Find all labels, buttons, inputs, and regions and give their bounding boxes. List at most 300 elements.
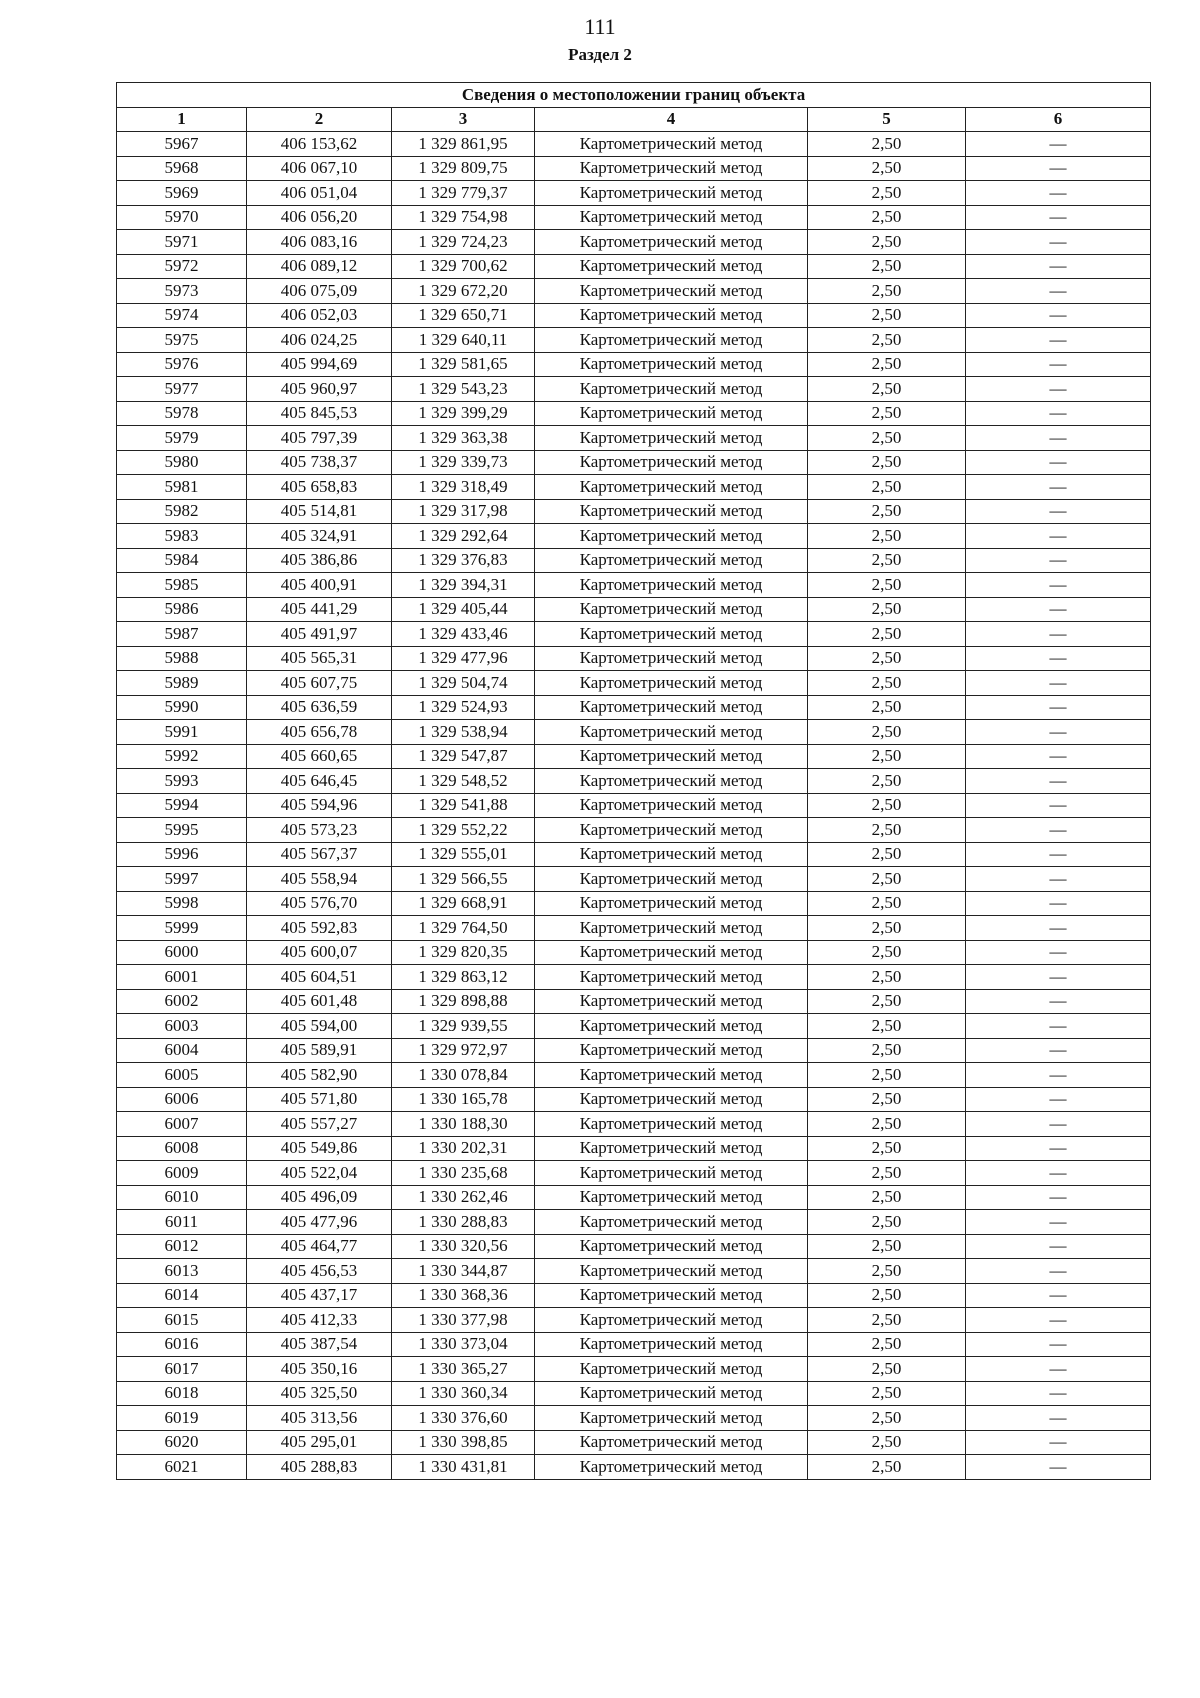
table-row [117, 720, 1151, 745]
y-coordinate-cell: 1 330 165,78 [392, 1087, 535, 1112]
y-coordinate-cell: 1 329 547,87 [392, 744, 535, 769]
description-cell: — [966, 1455, 1151, 1480]
table-row [117, 254, 1151, 279]
x-coordinate-cell: 405 441,29 [247, 597, 392, 622]
y-coordinate-cell: 1 329 566,55 [392, 867, 535, 892]
table-row [117, 989, 1151, 1014]
accuracy-cell: 2,50 [808, 401, 966, 426]
x-coordinate-cell: 405 557,27 [247, 1112, 392, 1137]
method-cell: Картометрический метод [535, 965, 808, 990]
accuracy-cell: 2,50 [808, 646, 966, 671]
point-number-cell: 5980 [117, 450, 247, 475]
method-cell: Картометрический метод [535, 1283, 808, 1308]
method-cell: Картометрический метод [535, 475, 808, 500]
table-row [117, 646, 1151, 671]
accuracy-cell: 2,50 [808, 695, 966, 720]
point-number-cell: 6007 [117, 1112, 247, 1137]
x-coordinate-cell: 406 089,12 [247, 254, 392, 279]
table-row [117, 1063, 1151, 1088]
x-coordinate-cell: 406 067,10 [247, 156, 392, 181]
y-coordinate-cell: 1 329 524,93 [392, 695, 535, 720]
description-cell: — [966, 793, 1151, 818]
accuracy-cell: 2,50 [808, 622, 966, 647]
accuracy-cell: 2,50 [808, 842, 966, 867]
point-number-cell: 5996 [117, 842, 247, 867]
description-cell: — [966, 720, 1151, 745]
description-cell: — [966, 401, 1151, 426]
accuracy-cell: 2,50 [808, 1087, 966, 1112]
method-cell: Картометрический метод [535, 597, 808, 622]
accuracy-cell: 2,50 [808, 1063, 966, 1088]
y-coordinate-cell: 1 329 477,96 [392, 646, 535, 671]
x-coordinate-cell: 405 412,33 [247, 1308, 392, 1333]
y-coordinate-cell: 1 329 394,31 [392, 573, 535, 598]
column-number-header: 5 [808, 107, 966, 132]
x-coordinate-cell: 406 052,03 [247, 303, 392, 328]
point-number-cell: 5974 [117, 303, 247, 328]
point-number-cell: 5978 [117, 401, 247, 426]
accuracy-cell: 2,50 [808, 1136, 966, 1161]
method-cell: Картометрический метод [535, 867, 808, 892]
x-coordinate-cell: 405 350,16 [247, 1357, 392, 1382]
table-row [117, 132, 1151, 157]
method-cell: Картометрический метод [535, 279, 808, 304]
accuracy-cell: 2,50 [808, 1259, 966, 1284]
y-coordinate-cell: 1 329 548,52 [392, 769, 535, 794]
accuracy-cell: 2,50 [808, 1357, 966, 1382]
table-row [117, 573, 1151, 598]
description-cell: — [966, 1087, 1151, 1112]
accuracy-cell: 2,50 [808, 1332, 966, 1357]
description-cell: — [966, 1357, 1151, 1382]
x-coordinate-cell: 405 656,78 [247, 720, 392, 745]
table-row [117, 205, 1151, 230]
description-cell: — [966, 377, 1151, 402]
table-row [117, 475, 1151, 500]
x-coordinate-cell: 406 083,16 [247, 230, 392, 255]
description-cell: — [966, 1332, 1151, 1357]
method-cell: Картометрический метод [535, 426, 808, 451]
method-cell: Картометрический метод [535, 916, 808, 941]
y-coordinate-cell: 1 330 431,81 [392, 1455, 535, 1480]
table-row [117, 622, 1151, 647]
x-coordinate-cell: 406 056,20 [247, 205, 392, 230]
x-coordinate-cell: 405 522,04 [247, 1161, 392, 1186]
description-cell: — [966, 475, 1151, 500]
point-number-cell: 6003 [117, 1014, 247, 1039]
y-coordinate-cell: 1 329 972,97 [392, 1038, 535, 1063]
description-cell: — [966, 1161, 1151, 1186]
table-row [117, 867, 1151, 892]
accuracy-cell: 2,50 [808, 132, 966, 157]
column-number-header: 2 [247, 107, 392, 132]
method-cell: Картометрический метод [535, 254, 808, 279]
y-coordinate-cell: 1 329 538,94 [392, 720, 535, 745]
table-body [117, 132, 1151, 1480]
point-number-cell: 6017 [117, 1357, 247, 1382]
description-cell: — [966, 1283, 1151, 1308]
description-cell: — [966, 1014, 1151, 1039]
method-cell: Картометрический метод [535, 1455, 808, 1480]
x-coordinate-cell: 405 558,94 [247, 867, 392, 892]
y-coordinate-cell: 1 330 202,31 [392, 1136, 535, 1161]
table-row [117, 916, 1151, 941]
table-row [117, 1112, 1151, 1137]
table-row [117, 303, 1151, 328]
table-row [117, 1357, 1151, 1382]
accuracy-cell: 2,50 [808, 1038, 966, 1063]
point-number-cell: 5969 [117, 181, 247, 206]
x-coordinate-cell: 405 549,86 [247, 1136, 392, 1161]
x-coordinate-cell: 405 313,56 [247, 1406, 392, 1431]
description-cell: — [966, 205, 1151, 230]
point-number-cell: 6002 [117, 989, 247, 1014]
x-coordinate-cell: 405 600,07 [247, 940, 392, 965]
x-coordinate-cell: 405 604,51 [247, 965, 392, 990]
table-row [117, 1381, 1151, 1406]
description-cell: — [966, 1112, 1151, 1137]
method-cell: Картометрический метод [535, 1357, 808, 1382]
y-coordinate-cell: 1 329 317,98 [392, 499, 535, 524]
accuracy-cell: 2,50 [808, 769, 966, 794]
accuracy-cell: 2,50 [808, 818, 966, 843]
method-cell: Картометрический метод [535, 1136, 808, 1161]
method-cell: Картометрический метод [535, 450, 808, 475]
accuracy-cell: 2,50 [808, 720, 966, 745]
accuracy-cell: 2,50 [808, 524, 966, 549]
description-cell: — [966, 671, 1151, 696]
accuracy-cell: 2,50 [808, 1112, 966, 1137]
table-row [117, 818, 1151, 843]
table-row [117, 401, 1151, 426]
y-coordinate-cell: 1 329 405,44 [392, 597, 535, 622]
point-number-cell: 5999 [117, 916, 247, 941]
point-number-cell: 5971 [117, 230, 247, 255]
description-cell: — [966, 867, 1151, 892]
accuracy-cell: 2,50 [808, 450, 966, 475]
method-cell: Картометрический метод [535, 328, 808, 353]
point-number-cell: 5973 [117, 279, 247, 304]
x-coordinate-cell: 405 295,01 [247, 1430, 392, 1455]
accuracy-cell: 2,50 [808, 891, 966, 916]
y-coordinate-cell: 1 329 376,83 [392, 548, 535, 573]
accuracy-cell: 2,50 [808, 1185, 966, 1210]
point-number-cell: 6011 [117, 1210, 247, 1235]
x-coordinate-cell: 405 386,86 [247, 548, 392, 573]
accuracy-cell: 2,50 [808, 1161, 966, 1186]
x-coordinate-cell: 405 589,91 [247, 1038, 392, 1063]
method-cell: Картометрический метод [535, 573, 808, 598]
x-coordinate-cell: 405 594,00 [247, 1014, 392, 1039]
x-coordinate-cell: 405 738,37 [247, 450, 392, 475]
method-cell: Картометрический метод [535, 646, 808, 671]
description-cell: — [966, 573, 1151, 598]
accuracy-cell: 2,50 [808, 328, 966, 353]
x-coordinate-cell: 405 325,50 [247, 1381, 392, 1406]
point-number-cell: 6000 [117, 940, 247, 965]
table-row [117, 1136, 1151, 1161]
table-row [117, 1038, 1151, 1063]
table-row [117, 1332, 1151, 1357]
description-cell: — [966, 352, 1151, 377]
table-row [117, 1283, 1151, 1308]
accuracy-cell: 2,50 [808, 254, 966, 279]
page-number: 111 [584, 14, 616, 39]
y-coordinate-cell: 1 330 235,68 [392, 1161, 535, 1186]
description-cell: — [966, 132, 1151, 157]
accuracy-cell: 2,50 [808, 744, 966, 769]
y-coordinate-cell: 1 329 672,20 [392, 279, 535, 304]
method-cell: Картометрический метод [535, 1063, 808, 1088]
table-row [117, 352, 1151, 377]
description-cell: — [966, 965, 1151, 990]
point-number-cell: 6005 [117, 1063, 247, 1088]
description-cell: — [966, 646, 1151, 671]
description-cell: — [966, 1381, 1151, 1406]
table-caption-row [117, 83, 1151, 108]
x-coordinate-cell: 405 324,91 [247, 524, 392, 549]
table-row [117, 499, 1151, 524]
x-coordinate-cell: 405 646,45 [247, 769, 392, 794]
method-cell: Картометрический метод [535, 524, 808, 549]
x-coordinate-cell: 405 567,37 [247, 842, 392, 867]
y-coordinate-cell: 1 329 640,11 [392, 328, 535, 353]
description-cell: — [966, 548, 1151, 573]
x-coordinate-cell: 405 845,53 [247, 401, 392, 426]
x-coordinate-cell: 405 797,39 [247, 426, 392, 451]
point-number-cell: 5986 [117, 597, 247, 622]
accuracy-cell: 2,50 [808, 548, 966, 573]
y-coordinate-cell: 1 329 339,73 [392, 450, 535, 475]
description-cell: — [966, 156, 1151, 181]
accuracy-cell: 2,50 [808, 303, 966, 328]
description-cell: — [966, 622, 1151, 647]
y-coordinate-cell: 1 330 398,85 [392, 1430, 535, 1455]
point-number-cell: 6008 [117, 1136, 247, 1161]
y-coordinate-cell: 1 329 863,12 [392, 965, 535, 990]
boundary-coordinates-table [116, 82, 1151, 1480]
method-cell: Картометрический метод [535, 156, 808, 181]
method-cell: Картометрический метод [535, 499, 808, 524]
x-coordinate-cell: 405 582,90 [247, 1063, 392, 1088]
y-coordinate-cell: 1 329 541,88 [392, 793, 535, 818]
method-cell: Картометрический метод [535, 1014, 808, 1039]
point-number-cell: 5975 [117, 328, 247, 353]
table-row [117, 230, 1151, 255]
table-row [117, 769, 1151, 794]
x-coordinate-cell: 405 592,83 [247, 916, 392, 941]
method-cell: Картометрический метод [535, 989, 808, 1014]
point-number-cell: 5994 [117, 793, 247, 818]
method-cell: Картометрический метод [535, 1234, 808, 1259]
point-number-cell: 6010 [117, 1185, 247, 1210]
description-cell: — [966, 842, 1151, 867]
method-cell: Картометрический метод [535, 181, 808, 206]
point-number-cell: 5989 [117, 671, 247, 696]
point-number-cell: 5976 [117, 352, 247, 377]
accuracy-cell: 2,50 [808, 1455, 966, 1480]
x-coordinate-cell: 405 636,59 [247, 695, 392, 720]
accuracy-cell: 2,50 [808, 1210, 966, 1235]
point-number-cell: 5983 [117, 524, 247, 549]
description-cell: — [966, 1406, 1151, 1431]
accuracy-cell: 2,50 [808, 867, 966, 892]
table-row [117, 597, 1151, 622]
x-coordinate-cell: 405 437,17 [247, 1283, 392, 1308]
table-row [117, 450, 1151, 475]
point-number-cell: 6018 [117, 1381, 247, 1406]
method-cell: Картометрический метод [535, 940, 808, 965]
description-cell: — [966, 1308, 1151, 1333]
y-coordinate-cell: 1 329 779,37 [392, 181, 535, 206]
description-cell: — [966, 940, 1151, 965]
method-cell: Картометрический метод [535, 401, 808, 426]
method-cell: Картометрический метод [535, 622, 808, 647]
accuracy-cell: 2,50 [808, 352, 966, 377]
x-coordinate-cell: 405 491,97 [247, 622, 392, 647]
description-cell: — [966, 769, 1151, 794]
description-cell: — [966, 1234, 1151, 1259]
y-coordinate-cell: 1 329 724,23 [392, 230, 535, 255]
x-coordinate-cell: 405 660,65 [247, 744, 392, 769]
description-cell: — [966, 181, 1151, 206]
table-row [117, 1259, 1151, 1284]
point-number-cell: 5985 [117, 573, 247, 598]
accuracy-cell: 2,50 [808, 793, 966, 818]
table-row [117, 1430, 1151, 1455]
description-cell: — [966, 1259, 1151, 1284]
method-cell: Картометрический метод [535, 377, 808, 402]
description-cell: — [966, 695, 1151, 720]
y-coordinate-cell: 1 330 288,83 [392, 1210, 535, 1235]
accuracy-cell: 2,50 [808, 279, 966, 304]
table-row [117, 279, 1151, 304]
table-row [117, 156, 1151, 181]
y-coordinate-cell: 1 330 365,27 [392, 1357, 535, 1382]
y-coordinate-cell: 1 330 377,98 [392, 1308, 535, 1333]
y-coordinate-cell: 1 329 700,62 [392, 254, 535, 279]
method-cell: Картометрический метод [535, 1259, 808, 1284]
method-cell: Картометрический метод [535, 1430, 808, 1455]
y-coordinate-cell: 1 330 262,46 [392, 1185, 535, 1210]
point-number-cell: 6021 [117, 1455, 247, 1480]
table-row [117, 744, 1151, 769]
description-cell: — [966, 524, 1151, 549]
y-coordinate-cell: 1 329 898,88 [392, 989, 535, 1014]
table-row [117, 1308, 1151, 1333]
y-coordinate-cell: 1 329 581,65 [392, 352, 535, 377]
point-number-cell: 5979 [117, 426, 247, 451]
y-coordinate-cell: 1 330 188,30 [392, 1112, 535, 1137]
method-cell: Картометрический метод [535, 818, 808, 843]
x-coordinate-cell: 405 594,96 [247, 793, 392, 818]
point-number-cell: 6012 [117, 1234, 247, 1259]
accuracy-cell: 2,50 [808, 573, 966, 598]
point-number-cell: 6014 [117, 1283, 247, 1308]
x-coordinate-cell: 405 288,83 [247, 1455, 392, 1480]
point-number-cell: 6004 [117, 1038, 247, 1063]
y-coordinate-cell: 1 329 555,01 [392, 842, 535, 867]
table-row [117, 426, 1151, 451]
method-cell: Картометрический метод [535, 1087, 808, 1112]
table-row [117, 1161, 1151, 1186]
y-coordinate-cell: 1 329 650,71 [392, 303, 535, 328]
table-row [117, 891, 1151, 916]
column-number-header: 4 [535, 107, 808, 132]
y-coordinate-cell: 1 330 320,56 [392, 1234, 535, 1259]
description-cell: — [966, 230, 1151, 255]
column-number-header: 3 [392, 107, 535, 132]
x-coordinate-cell: 405 565,31 [247, 646, 392, 671]
table-row [117, 1185, 1151, 1210]
description-cell: — [966, 303, 1151, 328]
method-cell: Картометрический метод [535, 303, 808, 328]
table-row [117, 524, 1151, 549]
point-number-cell: 5981 [117, 475, 247, 500]
y-coordinate-cell: 1 329 754,98 [392, 205, 535, 230]
y-coordinate-cell: 1 329 668,91 [392, 891, 535, 916]
method-cell: Картометрический метод [535, 744, 808, 769]
method-cell: Картометрический метод [535, 1381, 808, 1406]
y-coordinate-cell: 1 329 363,38 [392, 426, 535, 451]
table-row [117, 1087, 1151, 1112]
point-number-cell: 5970 [117, 205, 247, 230]
y-coordinate-cell: 1 330 376,60 [392, 1406, 535, 1431]
description-cell: — [966, 1185, 1151, 1210]
table-row [117, 1455, 1151, 1480]
method-cell: Картометрический метод [535, 1112, 808, 1137]
x-coordinate-cell: 405 456,53 [247, 1259, 392, 1284]
y-coordinate-cell: 1 329 543,23 [392, 377, 535, 402]
accuracy-cell: 2,50 [808, 475, 966, 500]
point-number-cell: 6016 [117, 1332, 247, 1357]
method-cell: Картометрический метод [535, 205, 808, 230]
description-cell: — [966, 818, 1151, 843]
description-cell: — [966, 450, 1151, 475]
description-cell: — [966, 1210, 1151, 1235]
description-cell: — [966, 1136, 1151, 1161]
point-number-cell: 6015 [117, 1308, 247, 1333]
y-coordinate-cell: 1 330 373,04 [392, 1332, 535, 1357]
table-row [117, 1014, 1151, 1039]
x-coordinate-cell: 405 658,83 [247, 475, 392, 500]
accuracy-cell: 2,50 [808, 940, 966, 965]
point-number-cell: 6020 [117, 1430, 247, 1455]
x-coordinate-cell: 405 387,54 [247, 1332, 392, 1357]
x-coordinate-cell: 405 607,75 [247, 671, 392, 696]
method-cell: Картометрический метод [535, 548, 808, 573]
table-row [117, 1406, 1151, 1431]
description-cell: — [966, 597, 1151, 622]
accuracy-cell: 2,50 [808, 1308, 966, 1333]
point-number-cell: 5972 [117, 254, 247, 279]
point-number-cell: 5990 [117, 695, 247, 720]
point-number-cell: 5982 [117, 499, 247, 524]
table-caption: Сведения о местоположении границ объекта [117, 83, 1151, 108]
column-number-header: 1 [117, 107, 247, 132]
y-coordinate-cell: 1 329 764,50 [392, 916, 535, 941]
x-coordinate-cell: 405 994,69 [247, 352, 392, 377]
table-row [117, 1234, 1151, 1259]
accuracy-cell: 2,50 [808, 426, 966, 451]
point-number-cell: 5988 [117, 646, 247, 671]
table-row [117, 940, 1151, 965]
table-row [117, 181, 1151, 206]
accuracy-cell: 2,50 [808, 499, 966, 524]
y-coordinate-cell: 1 329 939,55 [392, 1014, 535, 1039]
description-cell: — [966, 744, 1151, 769]
accuracy-cell: 2,50 [808, 205, 966, 230]
